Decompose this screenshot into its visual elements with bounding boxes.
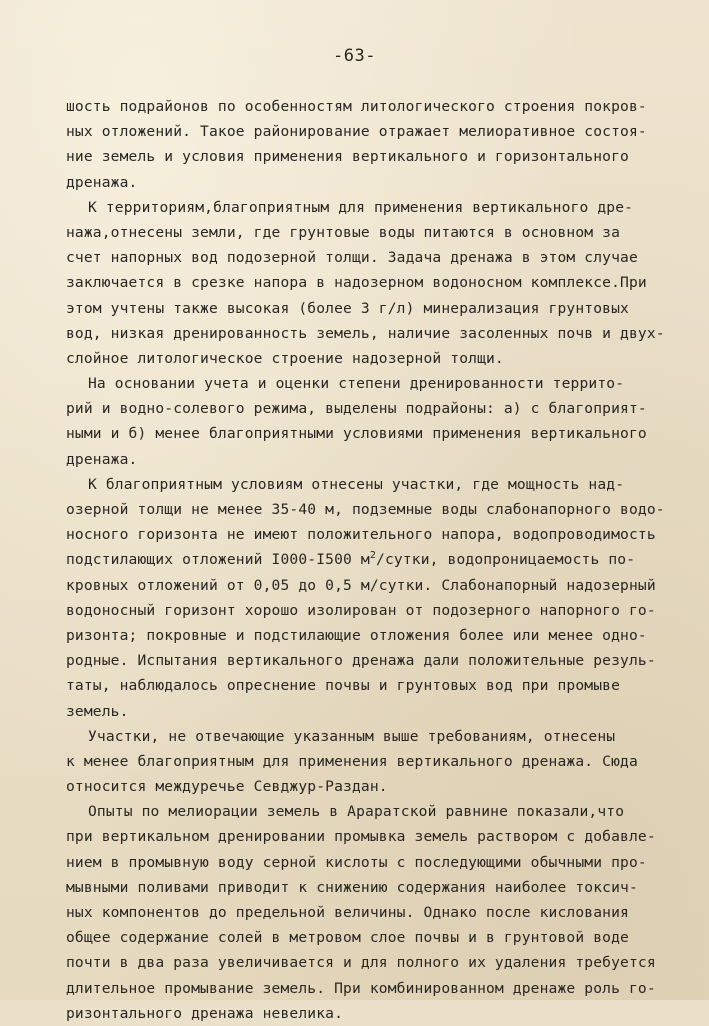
paragraph-first-line: К территориям,благоприятным для применения вертикального дре- (88, 198, 634, 216)
text-line: ных компонентов до предельной величины. Однако после кислования (66, 904, 629, 921)
text-line: относится междуречье Севджур-Раздан. (66, 778, 388, 796)
page-number: -63- (333, 46, 376, 66)
text-line: родные. Испытания вертикального дренажа дали положительные резуль- (66, 652, 656, 670)
text-line: заключается в срезке напора в надозерном водоносном комплексе.При (66, 274, 647, 292)
text-line: счет напорных вод подозерной толщи. Задача дренажа в этом случае (66, 249, 638, 267)
text-line: носного горизонта не имеют положительного напора, водопроводимость (66, 526, 656, 544)
text-line: дренажа. (66, 173, 138, 191)
text-line: кровных отложений от 0,05 до 0,5 м/сутки. Слабонапорный надозерный (66, 576, 656, 594)
text-line: таты, наблюдалось опреснение почвы и грунтовых вод при промыве (66, 677, 621, 695)
text-line: нажа,отнесены земли, где грунтовые воды питаются в основном за (66, 223, 621, 241)
superscript: 2 (369, 550, 377, 562)
text-line: шость подрайонов по особенностям литологического строения покров- (66, 98, 647, 115)
text-line: озерной толщи не менее 35-40 м, подземные воды слабонапорного водо- (66, 501, 665, 518)
text-line: ных отложений. Такое районирование отражает мелиоративное состоя- (66, 123, 647, 141)
text-line: общее содержание солей в метровом слое почвы и в грунтовой воде (66, 929, 629, 947)
text-line: земель. (66, 702, 129, 720)
paragraph-first-line: Участки, не отвечающие указанным выше требованиям, отнесены (88, 727, 616, 745)
paragraph-first-line: На основании учета и оценки степени дренированности террито- (88, 375, 625, 393)
text-line: ние земель и условия применения вертикального и горизонтального (66, 148, 629, 166)
text-line: мывными поливами приводит к снижению содержания наиболее токсич- (66, 878, 638, 896)
text-line: слойное литологическое строение надозерной толщи. (66, 349, 504, 367)
body-text (66, 94, 665, 1026)
text-line: водоносный горизонт хорошо изолирован от подозерного напорного го- (66, 601, 656, 619)
text-line: дренажа. (66, 450, 138, 468)
text-line: вод, низкая дренированность земель, наличие засоленных почв и двух- (66, 324, 665, 342)
paragraph-first-line: К благоприятным условиям отнесены участки, где мощность над- (88, 475, 625, 493)
text-line: рий и водно-солевого режима, выделены подрайоны: а) с благоприят- (66, 400, 647, 418)
text-line: этом учтены также высокая (более 3 г/л) минерализация грунтовых (66, 299, 629, 317)
text-segment: /сутки, водопроницаемость по- (376, 551, 636, 569)
text-line: нием в промывную воду серной кислоты с последующими обычными про- (66, 853, 647, 871)
text-line: ными и б) менее благоприятными условиями применения вертикального (66, 425, 647, 443)
text-segment: подстилающих отложений I000-I500 м (66, 551, 370, 569)
text-line: длительное промывание земель. При комбинированном дренаже роль го- (66, 979, 656, 997)
text-line-with-superscript (66, 547, 656, 572)
text-line: при вертикальном дренировании промывка земель раствором с добавле- (66, 828, 656, 846)
text-line: ризонта; покровные и подстилающие отложения более или менее одно- (66, 626, 647, 644)
text-line: ризонтального дренажа невелика. (66, 1004, 344, 1022)
text-line: к менее благоприятным для применения вертикального дренажа. Сюда (66, 752, 638, 770)
text-line: почти в два раза увеличивается и для полного их удаления требуется (66, 954, 656, 972)
paragraph-first-line: Опыты по мелиорации земель в Араратской равнине показали,что (88, 803, 625, 821)
